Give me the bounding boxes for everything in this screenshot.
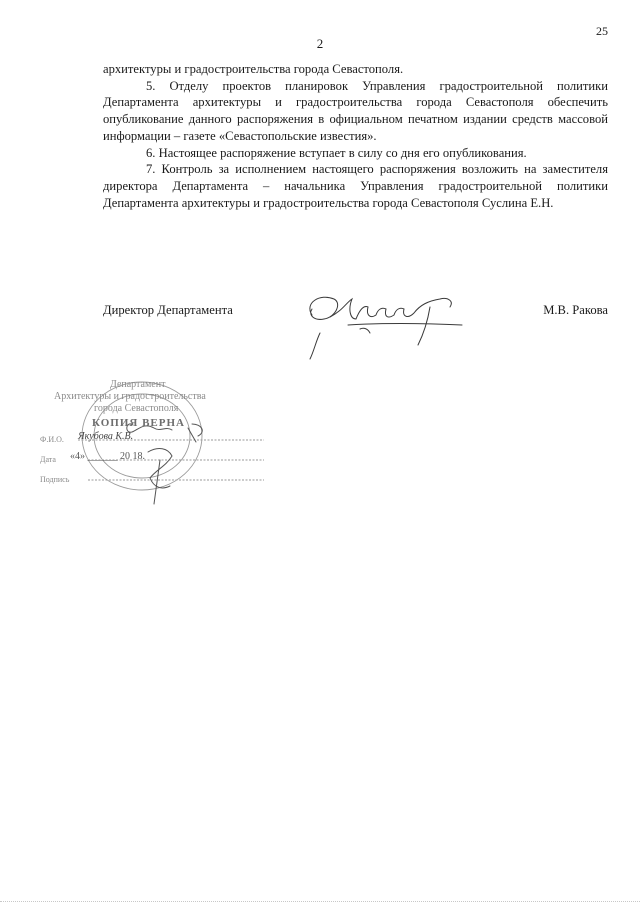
stamp-date-label: Дата [40, 455, 56, 464]
stamp-line-2: Архитектуры и градостроительства [54, 391, 206, 402]
paragraph-4-tail: архитектуры и градостроительства города Севастополя. [103, 62, 404, 76]
document-body [103, 61, 608, 211]
signatory-role: Директор Департамента [103, 303, 233, 317]
stamp-date-value: «4» ______ 20 18. [70, 451, 145, 462]
stamp-line-3: города Севастополя [94, 403, 179, 414]
handwritten-signature [290, 285, 470, 370]
paragraph-6: 6. Настоящее распоряжение вступает в силу со дня его опубликования. [146, 145, 527, 160]
stamp-name-value: Якубова К.В. [78, 431, 134, 442]
paragraph-5: 5. Отделу проектов планировок Управления градостроительной политики Департамента архитектуры и градостроительства города Севастополя обеспечить опубликование данного распоряжения в официальном печатном издании средств массовой информации – газете «Севастопольские известия». [103, 78, 608, 143]
corner-page-number: 25 [596, 24, 608, 38]
page-number: 2 [316, 36, 324, 51]
stamp-line-1: Департамент [110, 379, 166, 390]
signatory-name: М.В. Ракова [543, 303, 608, 317]
bottom-scan-edge [0, 901, 640, 902]
stamp-line-4: КОПИЯ ВЕРНА [92, 417, 185, 429]
stamp-signature-label: Подпись [40, 475, 70, 484]
stamp-name-label: Ф.И.О. [40, 435, 64, 444]
paragraph-7: 7. Контроль за исполнением настоящего распоряжения возложить на заместителя директора Департамента – начальника Управления градостроительной политики Департамента архитектуры и градостроительства города Севастополя Суслина Е.Н. [103, 162, 608, 210]
